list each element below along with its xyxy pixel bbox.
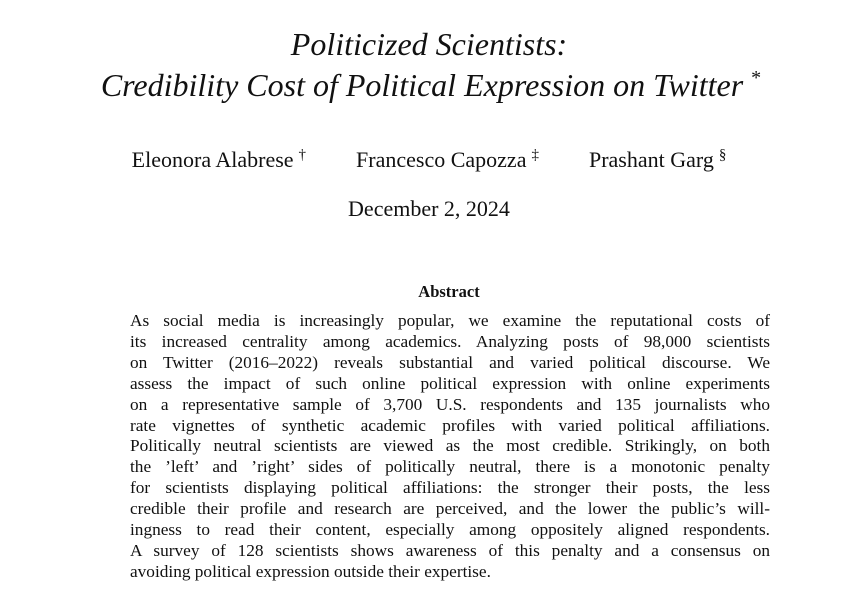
abstract-line: rate vignettes of synthetic academic profiles with varied political affiliations. xyxy=(130,415,770,435)
abstract-line: for scientists displaying political affiliations: the stronger their posts, the less xyxy=(130,478,770,498)
author-name: Francesco Capozza xyxy=(356,147,527,172)
abstract-line: As social media is increasingly popular, we examine the reputational costs of xyxy=(130,311,770,330)
abstract-body xyxy=(130,311,770,583)
title-line-2-text: Credibility Cost of Political Expression on Twitter xyxy=(100,67,744,103)
author-name: Eleonora Alabrese xyxy=(131,147,294,172)
abstract-heading: Abstract xyxy=(418,282,480,301)
abstract-line: on Twitter (2016–2022) reveals substantial and varied political discourse. We xyxy=(130,352,770,372)
abstract-line: A survey of 128 scientists shows awareness of this penalty and a consensus on xyxy=(130,540,770,560)
author-footnote-mark: § xyxy=(718,147,727,163)
author-list xyxy=(0,149,858,171)
abstract-line: ingness to read their content, especially among oppositely aligned respondents. xyxy=(130,520,770,540)
title-footnote-mark: * xyxy=(751,67,762,89)
author-2 xyxy=(356,149,539,171)
author-name: Prashant Garg xyxy=(588,147,714,172)
author-3 xyxy=(589,149,726,171)
abstract-line: on a representative sample of 3,700 U.S. respondents and 135 journalists who xyxy=(130,394,770,414)
paper-title-line-1 xyxy=(0,28,858,60)
abstract-line: Politically neutral scientists are viewed as the most credible. Strikingly, on both xyxy=(130,436,770,456)
author-1 xyxy=(132,149,306,171)
abstract-line: credible their profile and research are perceived, and the lower the public’s will- xyxy=(130,499,770,519)
author-footnote-mark: † xyxy=(298,147,307,163)
abstract-line: its increased centrality among academics. Analyzing posts of 98,000 scientists xyxy=(130,331,770,351)
author-footnote-mark: ‡ xyxy=(531,147,539,163)
publication-date: December 2, 2024 xyxy=(348,196,510,221)
abstract-line: avoiding political expression outside their expertise. xyxy=(130,561,491,581)
abstract-line: the ’left’ and ’right’ sides of politically neutral, there is a monotonic penalty xyxy=(130,457,770,477)
title-line-1-text: Politicized Scientists: xyxy=(290,26,568,62)
abstract-line: assess the impact of such online political expression with online experiments xyxy=(130,373,770,393)
paper-title-line-2 xyxy=(2,69,858,101)
